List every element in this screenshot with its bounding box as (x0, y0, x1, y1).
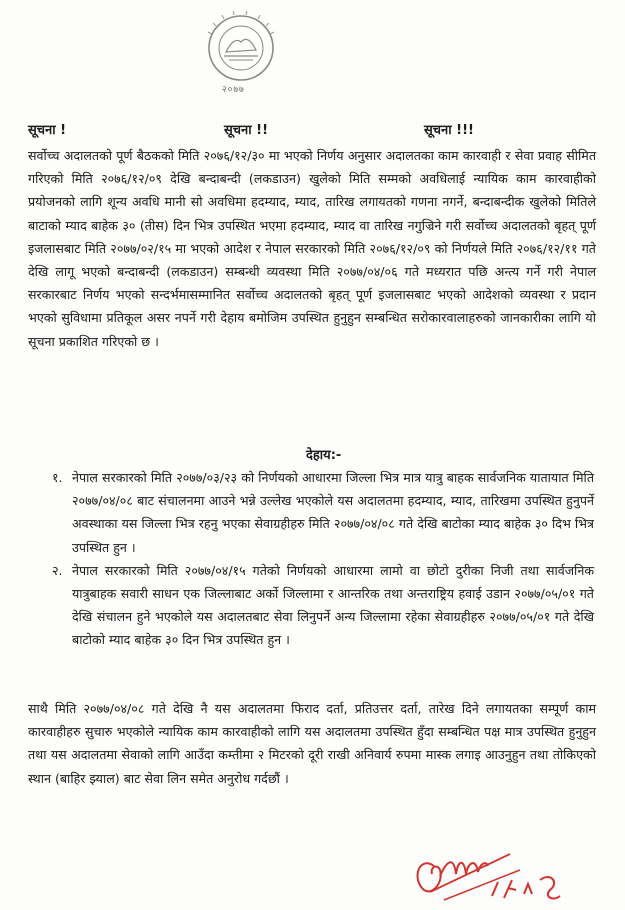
section-title: देहाय:- (306, 448, 342, 463)
notice-heading-2: सूचना !! (224, 123, 269, 138)
list-item-text: नेपाल सरकारको मिति २०७७/०३/२३ को निर्णयको आधारमा जिल्ला भित्र मात्र यात्रु बाहक सार्वजनिक यातायात मिति २०७७/०४/०८ बाट संचालनमा आउने भन्ने उल्लेख भएकोले यस अदालतमा हदम्याद, म्याद, तारिखमा उपस्थित हुनुपर्ने अवस्थाका यस जिल्ला भित्र रहनु भएका सेवाग्रहीहरु मिति २०७७/०४/०८ गते देखि बाटोका म्याद बाहेक ३० दिभ भित्र उपस्थित हुन । (72, 470, 594, 555)
signature-icon (400, 836, 590, 910)
list-item (52, 559, 594, 652)
intro-paragraph: सर्वोच्च अदालतको पूर्ण बैठकको मिति २०७६/१२/३० मा भएको निर्णय अनुसार अदालतका काम कारवाही र सेवा प्रवाह सीमित गरिएको मिति २०७६/१२/०९ देखि बन्दाबन्दी (लकडाउन) खुलेको मिति सम्मको अवधिलाई न्यायिक काम कारवाहीको प्रयोजनको लागि शून्य अवधि मानी सो अवधिमा हदम्याद, म्याद, तारिख लगायतको गणना नगर्ने, बन्दाबन्दीक खुलेको मितिले बाटाको म्याद बाहेक ३० (तीस) दिन भित्र उपस्थित भएमा हदम्याद, म्याद वा तारिख नगुज्रिने गरी सर्वोच्च अदालतको बृहत् पूर्ण इजलासबाट मिति २०७७/०२/१५ मा भएको आदेश र नेपाल सरकारको मिति २०७६/१२/०९ को निर्णयले मिति २०७६/१२/११ गते देखि लागू भएको बन्दाबन्दी (लकडाउन) सम्बन्धी व्यवस्था मिति २०७७/०४/०६ गते मध्यरात पछि अन्त्य गर्ने गरी नेपाल सरकारबाट निर्णय भएको सन्दर्भमासम्मानित सर्वोच्च अदालतको बृहत् पूर्ण इजलासबाट भएको आदेशको व्यवस्था र प्रदान भएको सुविधामा प्रतिकूल असर नपर्ने गरी देहाय बमोजिम उपस्थित हुनुहुन सम्बन्धित सरोकारवालाहरुको जानकारीका लागि यो सूचना प्रकाशित गरिएको छ । (28, 148, 596, 349)
list-item-text: नेपाल सरकारको मिति २०७७/०४/१५ गतेको निर्णयको आधारमा लामो वा छोटो दुरीका निजी तथा सार्वजनिक यात्रुबाहक सवारी साधन एक जिल्लाबाट अर्को जिल्लामा र आन्तरिक तथा अन्तराष्ट्रिय हवाई उडान २०७७/०५/०१ गते देखि संचालन हुने भएकोले यस अदालतबाट सेवा लिनुपर्ने अन्य जिल्लामा रहेका सेवाग्रहीहरु २०७७/०५/०१ गते देखि बाटोको म्याद बाहेक ३० दिन भित्र उपस्थित हुन । (72, 562, 594, 648)
seal-caption: २०७७ (222, 85, 245, 95)
list-item (52, 466, 594, 559)
list-item-number: १. (52, 470, 63, 485)
notice-heading-row (28, 120, 588, 140)
notice-heading-3: सूचना !!! (424, 123, 474, 138)
instruction-list (52, 466, 594, 652)
list-item-number: २. (52, 562, 63, 578)
notice-heading-1: सूचना ! (28, 123, 67, 138)
closing-paragraph: साथै मिति २०७७/०४/०८ गते देखि नै यस अदालतमा फिराद दर्ता, प्रतिउत्तर दर्ता, तारेख दिने लगायतका सम्पूर्ण काम कारवाहीहरु सुचारु भएकोले न्यायिक काम कारवाहीको लागि यस अदालतमा उपस्थित हुँदा सम्बन्धित पक्ष मात्र उपस्थित हुनुहुन तथा यस अदालतमा सेवाको लागि आउँदा कम्तीमा २ मिटरको दूरी राखी अनिवार्य रुपमा मास्क लगाइ आउनुहुन तथा तोकिएको स्थान (बाहिर झ्याल) बाट सेवा लिन समेत अनुरोध गर्दछौं । (28, 701, 596, 786)
